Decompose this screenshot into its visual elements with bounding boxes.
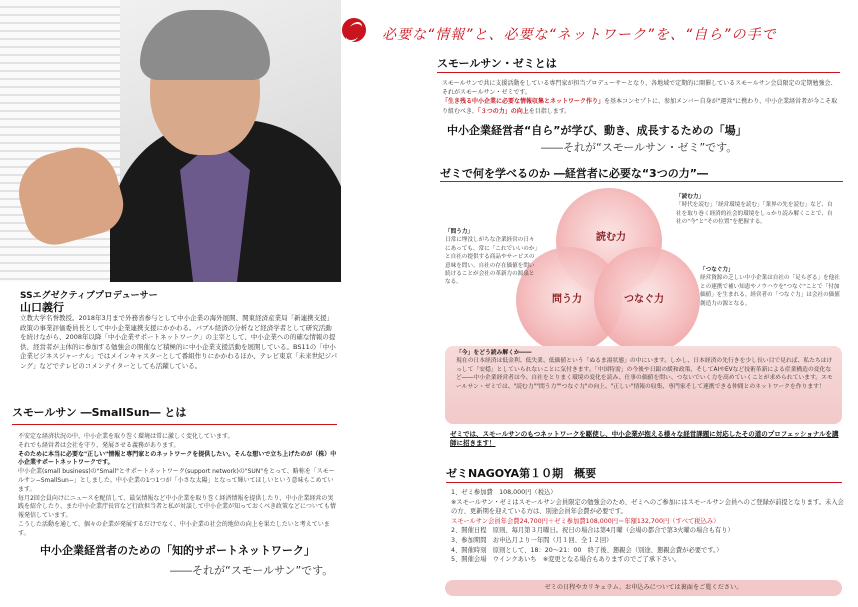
smallsun-p5: 毎月2回会員向けにニュースを配信して、最気情報など中小企業を取り巻く経済情報を提供したり、中小企業経営の実践を紹介したり、また中小企業庁長官など行政担当者と私が対談して中小企業が知っておくべき政策などについても情報発信しています。 [18, 494, 336, 520]
nagoya-item-4: 4、開催時刻 原則として、18：20〜21：00 終了後、懇親会（別途、懇親会費が必要です。） [451, 546, 723, 554]
smallsun-logo-icon [342, 18, 366, 42]
now-text [456, 349, 836, 391]
zemi-red2: 「３つの力」の向上 [477, 107, 529, 115]
nagoya-item-5: 5、開催会場 ウインクあいち ※変更となる場合もありますのでご了承下さい。 [451, 556, 681, 564]
connect-caption-text: 経営資源の乏しい中小企業は自社の「足らざる」を他社との連携で補い知恵やノウハウを"つなぐ"ことで「付加価値」を生まれる。経営者の「つなぐ力」は会社の価値創造力の源となる。 [700, 275, 840, 307]
zemi-rule [437, 72, 840, 73]
bio-role: SSエグゼクティブプロデューサー [20, 291, 158, 301]
highlight-text: ゼミでは、スモールサンのもつネットワークを駆使し、中小企業が抱える様々な経営課題に対応したその道のプロフェッショナルを講師に招きます！ [450, 430, 839, 447]
smallsun-title: スモールサン ―SmallSun― とは [12, 406, 187, 419]
smallsun-subheading: ――それが“スモールサン”です。 [170, 564, 334, 577]
nagoya-item-3: 3、参加期間 お申込月より一年間（月１回、全１２回） [451, 536, 613, 544]
nagoya-title: ゼミNAGOYA第１０期 概要 [446, 467, 597, 480]
label-read: 読む力 [596, 232, 626, 243]
zemi-heading: 中小企業経営者“自ら”が学び、動き、成長するための「場」 [447, 124, 747, 137]
read-caption-text: 「時代を読む」「経営環境を読む」「業界の先を読む」など、自社を取り巻く経済的社会的環境をしっかり読み解くことで、自社の“今”と“その位置”を把握する。 [676, 202, 833, 226]
hair [140, 10, 270, 80]
connect-caption [700, 266, 840, 308]
smallsun-heading: 中小企業経営者のための「知的サポートネットワーク」 [40, 544, 315, 557]
footer-note: ゼミの日程やカリキュラム、お申込みについては裏面をご覧ください。 [445, 580, 842, 596]
nagoya-item-1-note: ※スモールサン・ゼミはスモールサン会員限定の勉強会のため、ゼミへのご参加にはスモールサン会員へのご登録が前提となります。未入会の方、更新期を迎えている方は、別途会員年会費が必要です。 [451, 498, 844, 516]
now-title: 「今」をどう読み解くか―― [456, 350, 532, 356]
zemi-subheading: ――それが“スモールサン・ゼミ”です。 [541, 141, 738, 154]
read-caption-title: 「読む力」 [676, 194, 704, 200]
label-connect: つなぐ力 [624, 294, 664, 305]
bio-name: 山口義行 [20, 301, 64, 314]
smallsun-p4: 中小企業(small business)の"Small"とサポートネットワーク(support network)の"SUN"をとって、略称を「スモールサン−SmallSun−」としました。中小企業の1つ1つが「小さな太陽」となって輝いてほしいという意味もこめています。 [18, 468, 335, 493]
nagoya-text [451, 488, 846, 565]
tagline: 必要な“情報”と、必要な“ネットワーク”を、“自ら”の手で [382, 27, 777, 43]
presenter-photo [0, 0, 341, 282]
zemi-line3: を目指します。 [528, 107, 571, 115]
smallsun-p1: 不安定な経済状況の中、中小企業を取り巻く環境は常に激しく変化しています。 [18, 433, 234, 440]
learn-title: ゼミで何を学べるのか ―経営者に必要な“3つの力”― [440, 167, 708, 180]
now-body: 現在の日本経済は低金利、低失業、低価値という「ぬるま湯状態」の中にいます。しかし、日本経済の先行きを少し長い目で見れば、私たちはけっして「安穏」としていられないことに気付きます。「中国特需」の今後や日銀の緩和政策、そしてAIやEVなど技術革新による産業構造の変化など――中小企業経営者は今、自社をとりまく環境の変化を読み、仕事の価値を問い、つないでいく力を高めていくことが求められています。スモールサン・ゼミでは、"読む力""問う力""つなぐ力"の向上、"正しい"情報の収集、専門家そして連携できる仲間とのネットワークを作ります！ [456, 358, 833, 390]
smallsun-p3: そのために本当に必要な"正しい"情報と専門家とのネットワークを提供したい。そんな想いで立ち上げたのが（株）中小企業サポートネットワークです。 [18, 450, 337, 467]
nagoya-item-1-fee: スモールサン会員年会費24,700円＋ゼミ参加費108,000円＝年額132,700円（すべて税込み） [451, 517, 720, 525]
nagoya-item-1: 1、ゼミ参加費 108,000円（税込） [451, 489, 557, 496]
learn-rule [440, 181, 843, 182]
zemi-red1: 「生き残る中小企業に必要な情報収集とネットワーク作り」 [442, 98, 605, 106]
zemi-line1: スモールサンで共に支援活動をしている専門家が担当プロデューサーとなり、各地域で定期的に開催しているスモールサン会員限定の定期勉強会、それがスモールサン・ゼミです。 [442, 80, 837, 97]
bio-text: 立教大学名誉教授。2018年3月まで外務省参与として中小企業の海外展開、関東経済産業局「新連携支援」政策の事業評価委員長として中小企業連携支援にかかわる。バブル経済の分析など経済学者として研究活動を続けながら、2008年以降「中小企業サポートネットワーク」の主宰として、中小企業への的確な情報の提供、経営者が主体的に参加する勉強会の開催など積極的に中小企業支援活動を展開している。BS11の「中小企業ビジネスジャーナル」ではメインキャスターとして番組作りにかかわるほか、テレビ東京「未来世紀ジパング」などでテレビのコメンテイターとしても活躍している。 [20, 314, 338, 370]
smallsun-text [18, 433, 338, 539]
label-ask: 問う力 [552, 294, 582, 305]
smallsun-rule [12, 424, 337, 425]
smallsun-p6: こうした活動を通して、個々の企業が発展するだけでなく、中小企業の社会的地位の向上を果たしたいと考えています。 [18, 520, 330, 537]
read-caption [676, 193, 836, 227]
nagoya-rule [446, 482, 842, 483]
nagoya-item-2: 2、開催日程 原則、毎月第３月曜日。祝日の場合は第4月曜（会場の都合で第3火曜の場合も有り） [451, 527, 734, 535]
zemi-line2: を基本コンセプトに、参加メンバー自身が"運営"に携わり、中小企業経営者が今こそ取り組むべき、 [442, 98, 838, 115]
ask-caption-text: 日常に埋没しがちな企業経営の日々にあっても、常に「これでいいのか」と自社の提供する商品やサービスの意味を問い、自社の存在価値を問い続けることが会社の革新力の源泉となる。 [445, 237, 538, 286]
ask-caption [445, 228, 539, 287]
zemi-text [442, 79, 842, 116]
zemi-title: スモールサン・ゼミとは [437, 57, 557, 70]
connect-caption-title: 「つなぐ力」 [700, 267, 734, 273]
ask-caption-title: 「問う力」 [445, 229, 473, 235]
smallsun-p2: それでも経営者は会社を守り、発展させる義務があります。 [18, 441, 180, 449]
